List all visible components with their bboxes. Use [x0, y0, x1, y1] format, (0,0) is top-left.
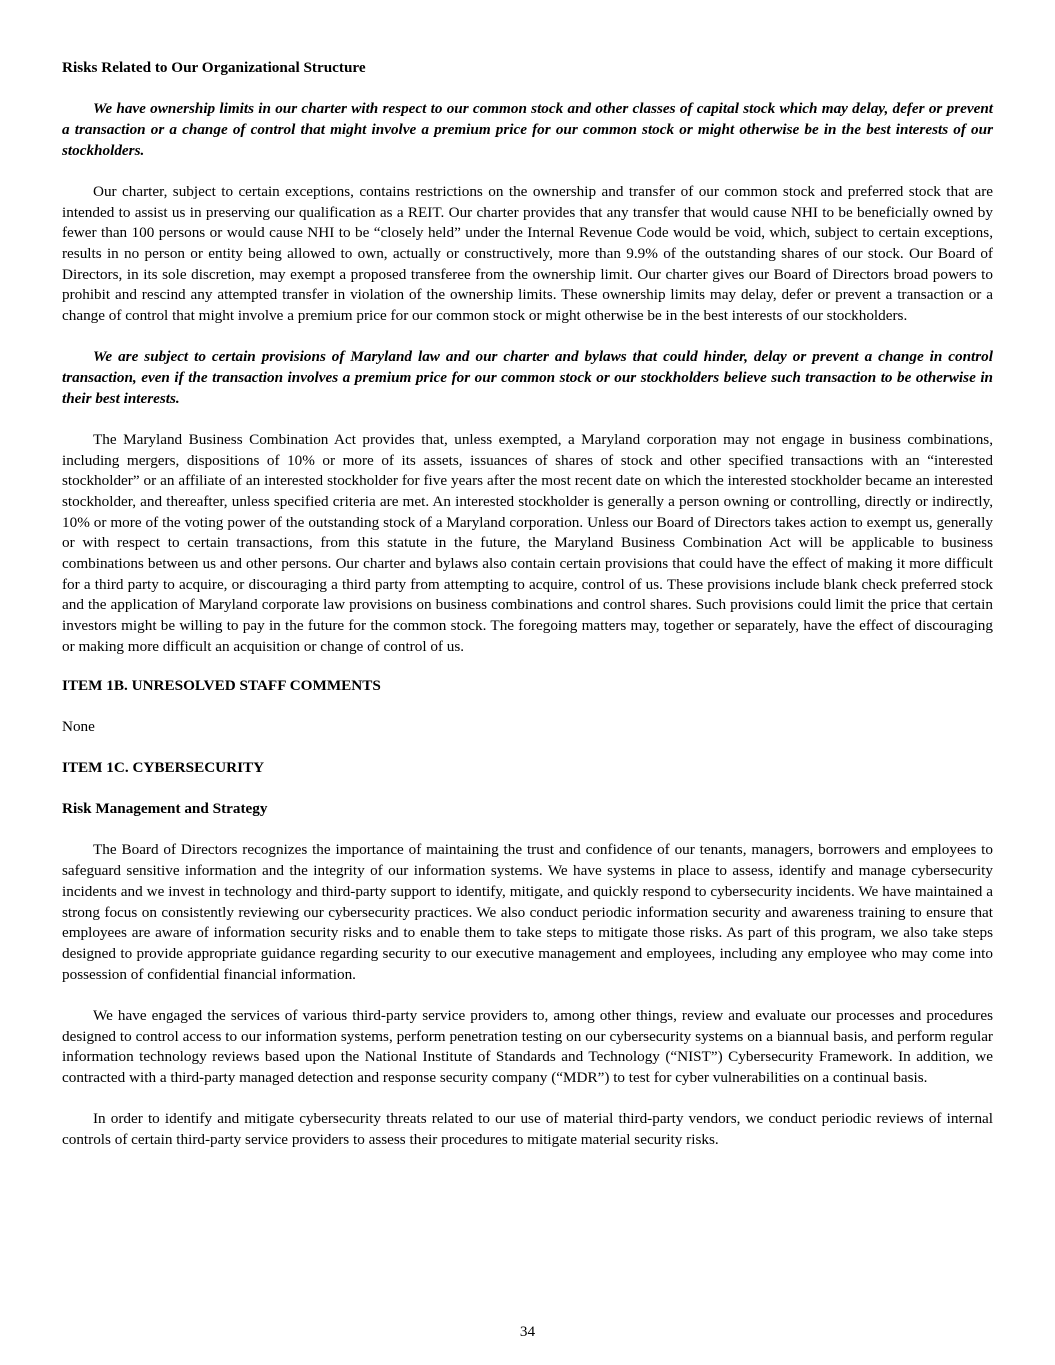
document-page — [62, 58, 993, 1151]
item-1b-heading: ITEM 1B. UNRESOLVED STAFF COMMENTS — [62, 676, 381, 694]
cybersecurity-paragraph-2: We have engaged the services of various third-party service providers to, among other things, review and evaluate our processes and procedures designed to control access to our information systems, perform penetration testing on our cybersecurity systems on a biannual basis, and perform regular information technology reviews based upon the National Institute of Standards and Technology (“NIST”) Cybersecurity Framework. In addition, we contracted with a third-party managed detection and response security company (“MDR”) to test for cyber vulnerabilities on a continual basis. — [62, 1006, 993, 1086]
risk-heading-ownership-limits: We have ownership limits in our charter with respect to our common stock and other classes of capital stock which may delay, defer or prevent a transaction or a change of control that might involve a premium price for our common stock or might otherwise be in the best interests of our stockholders. — [62, 100, 993, 159]
item-1b-body: None — [62, 717, 95, 735]
page-number: 34 — [519, 1323, 536, 1340]
cybersecurity-paragraph-3: In order to identify and mitigate cybersecurity threats related to our use of material third-party vendors, we conduct periodic reviews of internal controls of certain third-party service providers to assess their procedures to mitigate material security risks. — [62, 1110, 993, 1148]
item-1c-subheading-risk-management: Risk Management and Strategy — [62, 800, 268, 818]
risk-body-ownership-limits: Our charter, subject to certain exceptions, contains restrictions on the ownership and transfer of our common stock and preferred stock that are intended to assist us in preserving our qualification as a REIT. Our charter provides that any transfer that would cause NHI to be beneficially owned by fewer than 100 persons or would cause NHI to be “closely held” under the Internal Revenue Code would be void, which, subject to certain exceptions, results in no person or entity being allowed to own, actually or constructively, more than 9.9% of the outstanding shares of our stock. Our Board of Directors, in its sole discretion, may exempt a proposed transferee from the ownership limit. Our charter gives our Board of Directors broad powers to prohibit and rescind any attempted transfer in violation of the ownership limits. These ownership limits may delay, defer or prevent a transaction or a change of control that might involve a premium price for our common stock or might otherwise be in the best interests of our stockholders. — [62, 182, 993, 325]
cybersecurity-paragraph-1: The Board of Directors recognizes the importance of maintaining the trust and confidence of our tenants, managers, borrowers and employees to safeguard sensitive information and the integrity of our information systems. We have systems in place to assess, identify and manage cybersecurity incidents and we invest in technology and third-party support to identify, mitigate, and quickly respond to cybersecurity incidents. We have maintained a strong focus on consistently reviewing our cybersecurity practices. We also conduct periodic information security and awareness training to ensure that employees are aware of information security risks and to enable them to take steps to mitigate those risks. As part of this program, we also take steps designed to provide appropriate guidance regarding security to our executive management and employees, including any employee who may come into possession of confidential financial information. — [62, 841, 993, 983]
item-1c-heading: ITEM 1C. CYBERSECURITY — [62, 758, 265, 776]
section-heading-risks-organizational-structure: Risks Related to Our Organizational Structure — [62, 59, 366, 76]
risk-heading-maryland-law: We are subject to certain provisions of Maryland law and our charter and bylaws that could hinder, delay or prevent a change in control transaction, even if the transaction involves a premium price for our common stock or our stockholders believe such transaction to be otherwise in their best interests. — [62, 348, 993, 407]
risk-body-maryland-law: The Maryland Business Combination Act provides that, unless exempted, a Maryland corporation may not engage in business combinations, including mergers, dispositions of 10% or more of its assets, issuances of shares of stock and other specified transactions with an “interested stockholder” or an affiliate of an interested stockholder for five years after the most recent date on which the interested stockholder became an interested stockholder, and thereafter, unless specified criteria are met. An interested stockholder is generally a person owning or controlling, directly or indirectly, 10% or more of the voting power of the outstanding stock of a Maryland corporation. Unless our Board of Directors takes action to exempt us, generally or with respect to certain transactions, from this statute in the future, the Maryland Business Combination Act will be applicable to business combinations between us and other persons. Our charter and bylaws also contain certain provisions that could have the effect of making it more difficult for a third party to acquire, or discouraging a third party from attempting to acquire, control of us. These provisions include blank check preferred stock and the application of Maryland corporate law provisions on business combinations and control shares. Such provisions could limit the price that certain investors might be willing to pay in the future for the common stock. The foregoing matters may, together or separately, have the effect of discouraging or making more difficult an acquisition or change of control of us. — [62, 430, 993, 655]
